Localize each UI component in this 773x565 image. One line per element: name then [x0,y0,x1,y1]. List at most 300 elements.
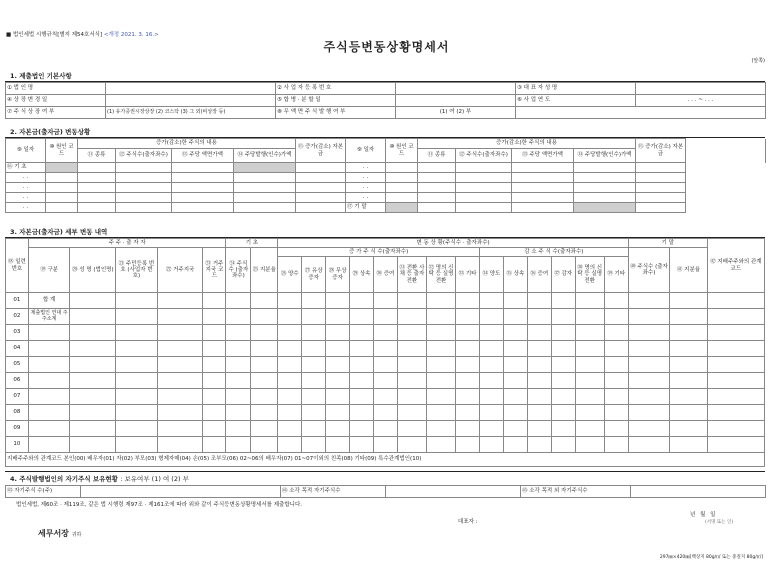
table-cell[interactable] [373,437,397,453]
table-cell[interactable] [503,309,527,325]
cell[interactable] [46,173,78,183]
table-cell[interactable] [575,357,604,373]
table-cell[interactable] [116,357,158,373]
cell[interactable] [172,163,234,173]
table-cell[interactable] [302,373,326,389]
table-cell[interactable] [527,341,551,357]
table-cell[interactable] [397,325,426,341]
date-cell[interactable]: . . [346,183,386,193]
table-cell[interactable] [157,389,203,405]
table-cell[interactable] [604,309,628,325]
table-cell[interactable] [479,309,503,325]
table-cell[interactable] [670,309,707,325]
table-cell[interactable] [373,405,397,421]
cell[interactable] [418,183,456,193]
table-cell[interactable] [479,437,503,453]
table-cell[interactable] [628,405,670,421]
holding-status[interactable]: : 보유여부 (1) 여 (2) 부 [120,475,189,483]
table-cell[interactable] [373,389,397,405]
table-cell[interactable] [278,389,302,405]
cell[interactable] [574,163,636,173]
table-cell[interactable] [604,421,628,437]
table-cell[interactable] [575,341,604,357]
table-cell[interactable] [226,389,251,405]
table-cell[interactable] [426,373,455,389]
table-cell[interactable] [628,309,670,325]
table-cell[interactable] [326,437,350,453]
table-cell[interactable] [604,325,628,341]
cell[interactable] [296,183,346,193]
table-cell[interactable] [670,373,707,389]
table-cell[interactable] [503,293,527,309]
table-cell[interactable] [397,293,426,309]
cell[interactable] [636,163,686,173]
table-cell[interactable] [527,405,551,421]
cell[interactable] [636,183,686,193]
cell[interactable] [116,193,172,203]
table-cell[interactable] [251,309,278,325]
table-cell[interactable] [670,325,707,341]
table-cell[interactable] [527,309,551,325]
table-cell[interactable] [116,389,158,405]
table-cell[interactable] [251,405,278,421]
fiscal-year-field[interactable]: . . . ~ . . . [636,95,766,107]
table-cell[interactable] [628,341,670,357]
table-cell[interactable] [397,309,426,325]
table-cell[interactable] [203,341,226,357]
cell[interactable] [512,183,574,193]
table-cell[interactable] [527,357,551,373]
table-cell[interactable] [326,405,350,421]
table-cell[interactable] [251,373,278,389]
table-cell[interactable] [278,309,302,325]
table-cell[interactable] [302,309,326,325]
table-cell[interactable] [226,437,251,453]
table-cell[interactable] [551,437,575,453]
table-cell[interactable] [278,325,302,341]
table-cell[interactable] [350,325,374,341]
table-cell[interactable] [116,293,158,309]
cell[interactable] [512,193,574,203]
table-cell[interactable] [628,325,670,341]
table-cell[interactable] [575,437,604,453]
table-cell[interactable] [350,421,374,437]
table-cell[interactable] [628,389,670,405]
cell[interactable] [512,203,574,213]
table-cell[interactable] [456,421,480,437]
table-cell[interactable] [527,325,551,341]
table-cell[interactable] [604,405,628,421]
table-cell[interactable] [527,421,551,437]
table-cell[interactable] [251,293,278,309]
cell[interactable] [636,193,686,203]
table-cell[interactable] [527,293,551,309]
table-cell[interactable] [575,389,604,405]
table-cell[interactable] [707,405,764,421]
table-cell[interactable] [203,437,226,453]
cell[interactable] [386,163,418,173]
cell[interactable] [418,163,456,173]
table-cell[interactable] [426,389,455,405]
table-cell[interactable] [503,389,527,405]
table-cell[interactable] [326,325,350,341]
corp-name-field[interactable] [106,83,276,95]
cell[interactable] [78,193,116,203]
table-cell[interactable] [157,373,203,389]
no-par-options[interactable]: (1) 여 (2) 부 [396,107,516,119]
cell[interactable] [574,183,636,193]
table-cell[interactable] [28,341,70,357]
table-cell[interactable] [157,325,203,341]
listing-change-field[interactable] [106,95,276,107]
table-cell[interactable] [397,421,426,437]
listing-status-options[interactable]: (1) 유가증권시장상장 (2) 코스닥 (3) 그 외(비상장 등) [106,107,276,119]
table-cell[interactable] [551,373,575,389]
table-cell[interactable] [426,421,455,437]
table-cell[interactable] [116,405,158,421]
cell[interactable] [78,203,116,213]
cell[interactable] [116,163,172,173]
table-cell[interactable] [551,405,575,421]
table-cell[interactable] [456,357,480,373]
cell[interactable] [296,163,346,173]
table-cell[interactable] [326,341,350,357]
cell[interactable] [386,193,418,203]
ceo-field[interactable] [636,83,766,95]
table-cell[interactable] [350,389,374,405]
table-cell[interactable] [116,421,158,437]
table-cell[interactable] [350,357,374,373]
table-cell[interactable] [503,325,527,341]
cell[interactable] [172,193,234,203]
cell[interactable] [46,183,78,193]
table-cell[interactable] [302,389,326,405]
table-cell[interactable] [157,421,203,437]
table-cell[interactable] [226,341,251,357]
cell[interactable] [296,173,346,183]
table-cell[interactable] [70,373,116,389]
table-cell[interactable] [575,373,604,389]
table-cell[interactable] [70,421,116,437]
table-cell[interactable] [350,437,374,453]
table-cell[interactable] [157,405,203,421]
table-cell[interactable] [670,389,707,405]
treasury-shares-field[interactable] [81,486,281,498]
table-cell[interactable] [707,341,764,357]
table-cell[interactable] [70,389,116,405]
table-cell[interactable] [116,309,158,325]
table-cell[interactable] [551,293,575,309]
table-cell[interactable] [456,373,480,389]
cell[interactable] [418,193,456,203]
table-cell[interactable] [116,325,158,341]
table-cell[interactable] [456,325,480,341]
cell[interactable] [636,203,686,213]
table-cell[interactable] [551,309,575,325]
table-cell[interactable] [373,341,397,357]
table-cell[interactable] [503,437,527,453]
table-cell[interactable] [604,437,628,453]
cell[interactable] [386,173,418,183]
table-cell[interactable] [670,293,707,309]
cell[interactable] [78,183,116,193]
date-cell[interactable]: . . [6,193,46,203]
table-cell[interactable] [70,437,116,453]
table-cell[interactable] [278,421,302,437]
table-cell[interactable] [28,437,70,453]
table-cell[interactable] [503,341,527,357]
non-cancel-field[interactable] [631,486,766,498]
table-cell[interactable] [28,421,70,437]
cell[interactable] [512,173,574,183]
table-cell[interactable] [551,341,575,357]
table-cell[interactable] [707,293,764,309]
table-cell[interactable] [302,421,326,437]
table-cell[interactable] [302,341,326,357]
cell[interactable] [234,203,296,213]
table-cell[interactable] [575,309,604,325]
table-cell[interactable] [70,293,116,309]
table-cell[interactable] [575,325,604,341]
table-cell[interactable] [456,309,480,325]
table-cell[interactable] [350,373,374,389]
table-cell[interactable] [116,437,158,453]
table-cell[interactable] [551,421,575,437]
table-cell[interactable] [251,389,278,405]
cell[interactable] [172,173,234,183]
table-cell[interactable] [157,293,203,309]
cell[interactable] [418,203,456,213]
table-cell[interactable] [479,325,503,341]
table-cell[interactable] [707,389,764,405]
table-cell[interactable] [670,357,707,373]
table-cell[interactable] [203,421,226,437]
table-cell[interactable] [28,373,70,389]
table-cell[interactable] [373,309,397,325]
table-cell[interactable] [456,389,480,405]
table-cell[interactable] [628,293,670,309]
table-cell[interactable] [426,341,455,357]
table-cell[interactable] [28,325,70,341]
table-cell[interactable] [426,309,455,325]
table-cell[interactable] [70,341,116,357]
cell[interactable] [46,203,78,213]
table-cell[interactable] [28,389,70,405]
table-cell[interactable] [251,357,278,373]
table-cell[interactable] [278,405,302,421]
table-cell[interactable] [28,405,70,421]
table-cell[interactable] [575,293,604,309]
table-cell[interactable] [397,405,426,421]
table-cell[interactable] [226,293,251,309]
table-cell[interactable] [397,341,426,357]
table-cell[interactable] [707,437,764,453]
table-cell[interactable] [604,341,628,357]
table-cell[interactable] [28,357,70,373]
cell[interactable] [296,203,346,213]
table-cell[interactable] [604,357,628,373]
table-cell[interactable] [670,421,707,437]
table-cell[interactable] [373,421,397,437]
table-cell[interactable] [575,405,604,421]
table-cell[interactable] [302,357,326,373]
table-cell[interactable] [157,357,203,373]
cell[interactable] [574,173,636,183]
cell[interactable] [456,193,512,203]
table-cell[interactable] [670,437,707,453]
cell[interactable] [456,203,512,213]
table-cell[interactable] [426,405,455,421]
biz-reg-field[interactable] [396,83,516,95]
table-cell[interactable] [326,421,350,437]
cell[interactable] [456,183,512,193]
table-cell[interactable] [456,405,480,421]
table-cell[interactable] [157,341,203,357]
table-cell[interactable] [456,293,480,309]
table-cell[interactable] [116,341,158,357]
table-cell[interactable] [426,293,455,309]
table-cell[interactable] [604,293,628,309]
table-cell[interactable] [278,293,302,309]
table-cell[interactable] [628,421,670,437]
table-cell[interactable] [426,357,455,373]
table-cell[interactable] [326,373,350,389]
table-cell[interactable] [527,389,551,405]
table-cell[interactable] [604,389,628,405]
cell[interactable] [574,193,636,203]
cell[interactable] [234,193,296,203]
table-cell[interactable] [203,373,226,389]
table-cell[interactable] [226,309,251,325]
table-cell[interactable] [503,405,527,421]
cell[interactable] [234,183,296,193]
table-cell[interactable] [302,405,326,421]
table-cell[interactable] [278,357,302,373]
table-cell[interactable] [426,325,455,341]
table-cell[interactable] [397,389,426,405]
table-cell[interactable] [203,389,226,405]
table-cell[interactable] [70,309,116,325]
table-cell[interactable] [373,325,397,341]
cancel-purpose-field[interactable] [386,486,521,498]
table-cell[interactable] [479,389,503,405]
table-cell[interactable] [397,357,426,373]
table-cell[interactable] [707,421,764,437]
cell[interactable] [636,173,686,183]
table-cell[interactable] [226,373,251,389]
table-cell[interactable] [479,405,503,421]
table-cell[interactable] [278,437,302,453]
table-cell[interactable] [479,421,503,437]
table-cell[interactable] [707,325,764,341]
table-cell[interactable] [551,357,575,373]
table-cell[interactable] [203,357,226,373]
cell[interactable] [116,173,172,183]
table-cell[interactable] [278,341,302,357]
table-cell[interactable] [116,373,158,389]
table-cell[interactable] [251,325,278,341]
table-cell[interactable] [226,357,251,373]
table-cell[interactable] [707,309,764,325]
table-cell[interactable] [350,309,374,325]
date-cell[interactable]: . . [346,173,386,183]
table-cell[interactable] [302,293,326,309]
cell[interactable] [456,173,512,183]
table-cell[interactable] [479,341,503,357]
table-cell[interactable] [278,373,302,389]
table-cell[interactable] [479,293,503,309]
table-cell[interactable] [527,373,551,389]
cell[interactable] [386,183,418,193]
table-cell[interactable] [326,389,350,405]
cell[interactable] [512,163,574,173]
table-cell[interactable] [604,373,628,389]
table-cell[interactable] [456,341,480,357]
table-cell[interactable] [628,373,670,389]
table-cell[interactable] [397,437,426,453]
table-cell[interactable] [70,325,116,341]
table-cell[interactable] [302,325,326,341]
table-cell[interactable] [479,357,503,373]
table-cell[interactable] [203,405,226,421]
date-cell[interactable]: . . [6,173,46,183]
table-cell[interactable] [670,341,707,357]
cell[interactable] [116,183,172,193]
table-cell[interactable] [203,293,226,309]
table-cell[interactable] [373,373,397,389]
table-cell[interactable] [503,357,527,373]
date-cell[interactable]: . . [346,163,386,173]
cell[interactable] [172,203,234,213]
table-cell[interactable] [302,437,326,453]
table-cell[interactable] [350,405,374,421]
table-cell[interactable] [70,405,116,421]
table-cell[interactable] [707,373,764,389]
cell[interactable] [456,163,512,173]
table-cell[interactable] [251,341,278,357]
table-cell[interactable] [551,389,575,405]
table-cell[interactable] [628,357,670,373]
table-cell[interactable] [251,437,278,453]
table-cell[interactable] [456,437,480,453]
table-cell[interactable] [373,293,397,309]
table-cell[interactable] [203,325,226,341]
table-cell[interactable] [628,437,670,453]
cell[interactable] [116,203,172,213]
table-cell[interactable] [707,357,764,373]
date-cell[interactable]: . . [346,193,386,203]
table-cell[interactable] [157,437,203,453]
table-cell[interactable] [203,309,226,325]
cell[interactable] [296,193,346,203]
table-cell[interactable] [373,357,397,373]
table-cell[interactable] [350,293,374,309]
table-cell[interactable] [527,437,551,453]
table-cell[interactable] [575,421,604,437]
cell[interactable] [78,163,116,173]
table-cell[interactable] [670,405,707,421]
table-cell[interactable] [251,421,278,437]
table-cell[interactable] [326,309,350,325]
date-line[interactable]: 년 월 일 [690,512,716,518]
table-cell[interactable] [503,421,527,437]
cell[interactable] [234,173,296,183]
cell[interactable] [172,183,234,193]
table-cell[interactable] [479,373,503,389]
date-cell[interactable]: . . [6,203,46,213]
cell[interactable] [418,173,456,183]
table-cell[interactable] [350,341,374,357]
